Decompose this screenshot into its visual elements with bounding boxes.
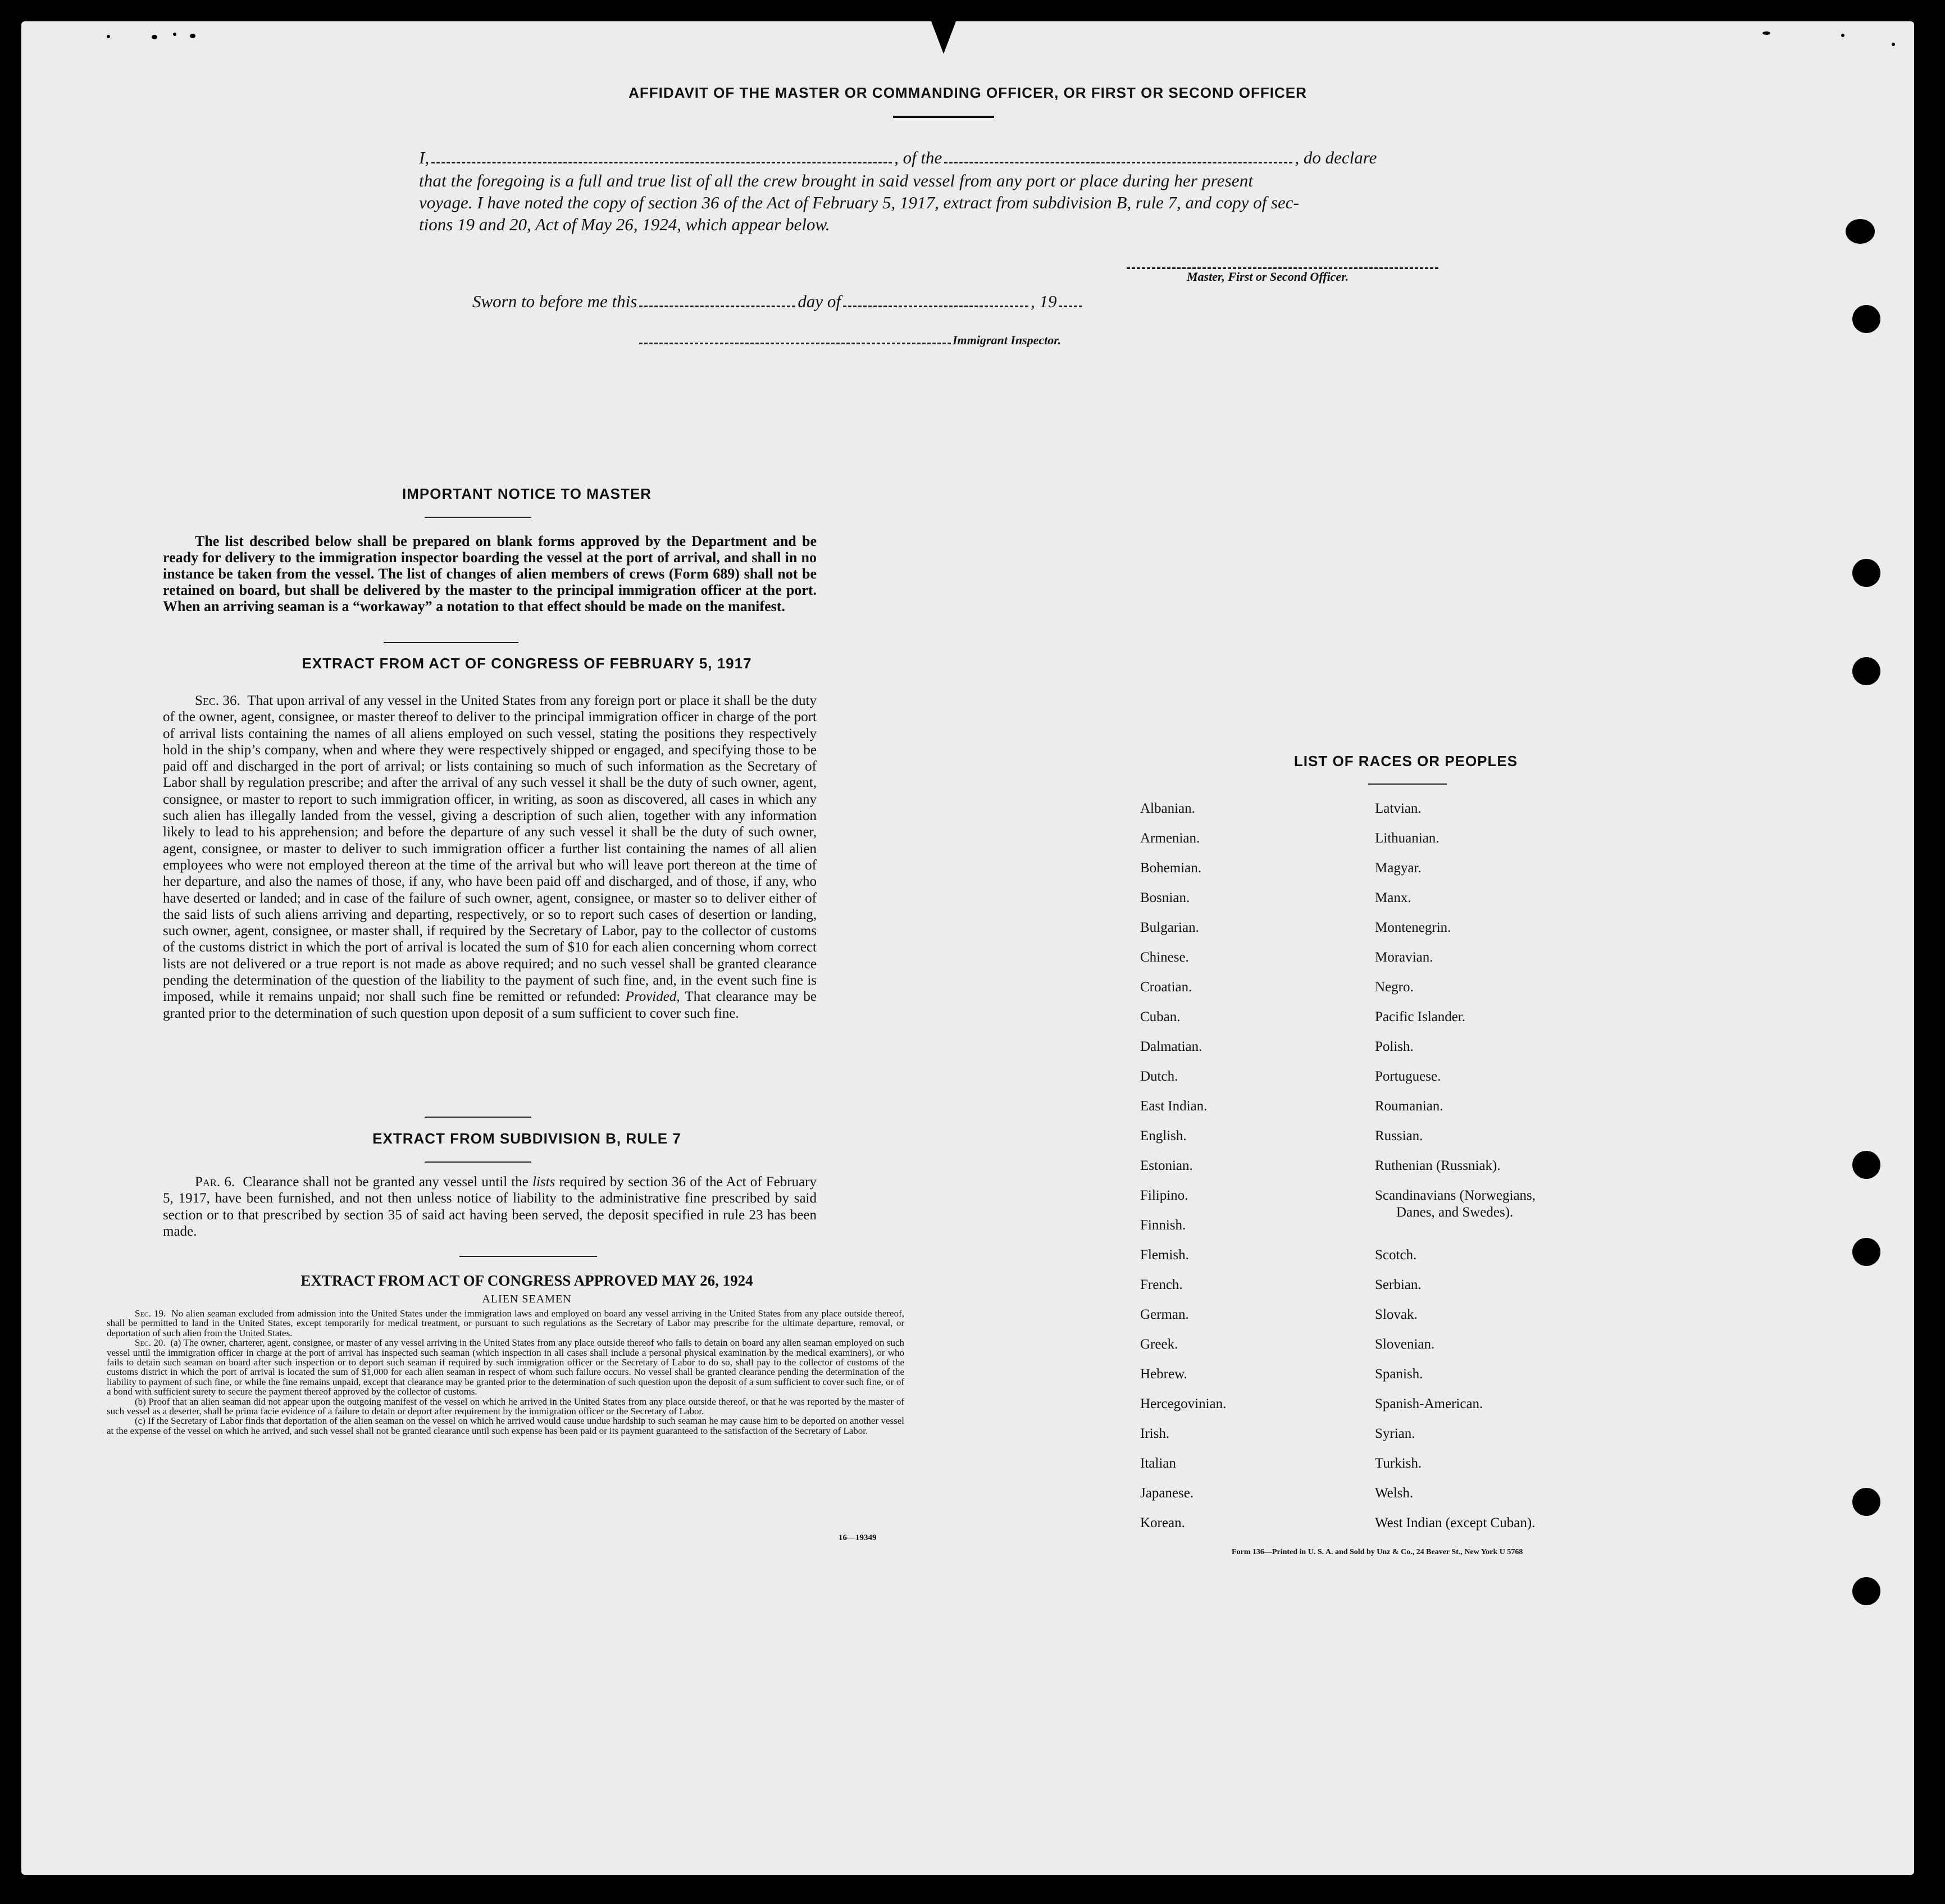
sec-20a-text: (a) The owner, charterer, agent, consignee, or master of any vessel arriving in the United States from any place outside thereof who fails to detain on board any alien seaman employed on such vessel until the immigration officer in charge at the port of arrival has inspected such seaman (which inspection in all cases shall include a personal physical examination by the medical examiners), or who fails to detain such seaman on board after such inspection or to deport such seaman if required by such immigration officer or the Secretary of Labor to do so, shall pay to the collector of customs of the customs district in which the port of arrival is located the sum of $1,000 for each alien seaman in respect of whom such failure occurs. No vessel shall be granted clearance pending the determination of the liability to payment of such fine, or while the fine remains unpaid, except that clearance may be granted prior to the determination of such question upon the deposit of a sum sufficient to cover such fine, or of a bond with sufficient surety to secure the payment thereof approved by the collector of customs. xyxy=(107,1337,905,1397)
i-label: I, xyxy=(419,148,430,167)
race-item: Spanish. xyxy=(1375,1366,1423,1382)
scan-speck xyxy=(173,33,176,36)
scan-speck xyxy=(107,35,110,38)
race-item: Korean. xyxy=(1140,1515,1185,1531)
race-item: Slovak. xyxy=(1375,1307,1418,1322)
sec-19-text: No alien seaman excluded from admission into the United States under the immigration laws and employed on board any vessel arriving in the United States from any place outside thereof, shall be permitted to land in the United States, except temporarily for medical treatment, or pursuant to such regulations as the Secretary of Labor may prescribe for the ultimate departure, removal, or deportation of such alien from the United States. xyxy=(107,1308,905,1338)
race-item: Roumanian. xyxy=(1375,1099,1443,1114)
race-item: Magyar. xyxy=(1375,860,1422,876)
punch-hole xyxy=(1852,1577,1880,1605)
race-item: Scotch. xyxy=(1375,1247,1417,1263)
races-title: LIST OF RACES OR PEOPLES xyxy=(1293,753,1518,769)
sec-20a-paragraph xyxy=(107,1338,904,1396)
race-item: Lithuanian. xyxy=(1375,831,1440,846)
year-label: , 19 xyxy=(1030,291,1057,311)
race-item: East Indian. xyxy=(1140,1099,1208,1114)
sworn-month-blank[interactable] xyxy=(843,306,1028,307)
act-1924-title: EXTRACT FROM ACT OF CONGRESS APPROVED MAY 26, 1924 xyxy=(300,1272,753,1289)
race-item: Cuban. xyxy=(1140,1009,1181,1024)
sworn-label: Sworn to before me this xyxy=(472,291,637,311)
extract-1917-title: EXTRACT FROM ACT OF CONGRESS OF FEBRUARY 5, 1917 xyxy=(302,655,752,672)
sec-20-label: Sec. 20. xyxy=(135,1337,166,1349)
rule7-text xyxy=(163,1174,817,1240)
rule7-text-a: Clearance shall not be granted any vessel until the xyxy=(243,1174,529,1190)
race-item: Moravian. xyxy=(1375,950,1433,965)
race-item: Scandinavians (Norwegians, xyxy=(1375,1188,1536,1203)
scan-speck xyxy=(1762,31,1770,35)
race-item: English. xyxy=(1140,1128,1187,1144)
punch-hole xyxy=(1852,1488,1880,1516)
sworn-year-blank[interactable] xyxy=(1059,306,1082,307)
race-item: Bohemian. xyxy=(1140,860,1202,876)
race-item: Chinese. xyxy=(1140,950,1189,965)
race-item: Dutch. xyxy=(1140,1069,1178,1084)
name-blank[interactable] xyxy=(431,162,892,163)
notice-title: IMPORTANT NOTICE TO MASTER xyxy=(402,485,652,502)
race-item: West Indian (except Cuban). xyxy=(1375,1515,1536,1531)
punch-hole xyxy=(1852,305,1880,333)
divider-1 xyxy=(384,642,518,643)
race-item: Greek. xyxy=(1140,1337,1178,1352)
scan-speck xyxy=(1892,43,1895,46)
punch-hole xyxy=(1846,219,1875,244)
race-item: Italian xyxy=(1140,1456,1176,1471)
race-item: Russian. xyxy=(1375,1128,1423,1144)
sec-19-label: Sec. 19. xyxy=(135,1308,166,1319)
race-item: Negro. xyxy=(1375,980,1414,995)
races-underline xyxy=(1368,784,1447,785)
sec-19-paragraph xyxy=(107,1309,904,1338)
race-item: Polish. xyxy=(1375,1039,1414,1054)
punch-hole xyxy=(1852,1151,1880,1179)
day-of-label: day of xyxy=(798,291,841,311)
race-item: Croatian. xyxy=(1140,980,1192,995)
scan-speck xyxy=(152,35,157,39)
race-item: French. xyxy=(1140,1277,1183,1292)
race-item: Flemish. xyxy=(1140,1247,1189,1263)
sec-36-label: Sec. 36. xyxy=(195,693,240,708)
inspector-caption: Immigrant Inspector. xyxy=(953,333,1062,347)
race-item: Montenegrin. xyxy=(1375,920,1451,935)
race-item: Japanese. xyxy=(1140,1486,1194,1501)
rule7-underline xyxy=(425,1161,531,1163)
document-page xyxy=(21,21,1914,1875)
race-item: Latvian. xyxy=(1375,801,1422,816)
notice-underline xyxy=(425,517,531,518)
race-item: Armenian. xyxy=(1140,831,1200,846)
act-1924-subtitle: ALIEN SEAMEN xyxy=(482,1293,572,1305)
scan-notch xyxy=(931,21,956,54)
affidavit-line-4: tions 19 and 20, Act of May 26, 1924, which appear below. xyxy=(419,215,830,234)
scan-speck xyxy=(190,34,195,38)
rule7-title: EXTRACT FROM SUBDIVISION B, RULE 7 xyxy=(372,1130,681,1147)
race-item: Serbian. xyxy=(1375,1277,1422,1292)
inspector-signature-line[interactable] xyxy=(639,343,951,344)
race-item: Manx. xyxy=(1375,890,1411,905)
divider-2 xyxy=(425,1117,531,1118)
race-item: Irish. xyxy=(1140,1426,1170,1441)
race-item: Dalmatian. xyxy=(1140,1039,1202,1054)
race-item: German. xyxy=(1140,1307,1189,1322)
rule7-text-b: required by section 36 of the Act of February 5, 1917, have been furnished, and not then unless notice of liability to the administrative fine prescribed by said section or to that prescribed by section 35 of said act having been served, the deposit specified in rule 23 has been made. xyxy=(163,1174,817,1239)
race-item: Hercegovinian. xyxy=(1140,1396,1227,1411)
sworn-day-blank[interactable] xyxy=(639,306,795,307)
of-the-label: , of the xyxy=(894,148,942,167)
race-item: Finnish. xyxy=(1140,1218,1186,1233)
title-underline xyxy=(893,116,994,118)
race-item: Syrian. xyxy=(1375,1426,1415,1441)
affidavit-title: AFFIDAVIT OF THE MASTER OR COMMANDING OFFICER, OR FIRST OR SECOND OFFICER xyxy=(628,84,1307,101)
punch-hole xyxy=(1852,657,1880,685)
sworn-line xyxy=(472,290,1085,313)
par-6-label: Par. 6. xyxy=(195,1174,235,1190)
scan-speck xyxy=(1841,34,1844,37)
race-item: Filipino. xyxy=(1140,1188,1188,1203)
punch-hole xyxy=(1852,559,1880,587)
sec-36-end: That clearance may be granted prior to the determination of such question upon deposit of a sum sufficient to cover such fine. xyxy=(163,989,817,1021)
race-item: Hebrew. xyxy=(1140,1366,1187,1382)
divider-3 xyxy=(459,1256,597,1257)
race-item: Slovenian. xyxy=(1375,1337,1435,1352)
race-item: Portuguese. xyxy=(1375,1069,1441,1084)
vessel-blank[interactable] xyxy=(944,162,1292,163)
extract-1917-text xyxy=(163,693,817,1022)
master-signature-line[interactable] xyxy=(1127,267,1438,269)
notice-text: The list described below shall be prepared on blank forms approved by the Department and be ready for delivery to the immigration inspector boarding the vessel at the port of arrival, and shall in no instance be taken from the vessel. The list of changes of alien members of crews (Form 689) shall not be retained on board, but shall be delivered by the master to the principal immigration officer at the port. When an arriving seaman is a “workaway” a notation to that effect should be made on the manifest. xyxy=(163,533,817,614)
race-item: Estonian. xyxy=(1140,1158,1193,1173)
declare-label: , do declare xyxy=(1295,148,1377,167)
race-item: Turkish. xyxy=(1375,1456,1422,1471)
race-item: Ruthenian (Russniak). xyxy=(1375,1158,1501,1173)
lists-word: lists xyxy=(532,1174,555,1190)
race-item: Spanish-American. xyxy=(1375,1396,1483,1411)
sec-20c-paragraph: (c) If the Secretary of Labor finds that deportation of the alien seaman on the vessel on which he arrived would cause undue hardship to such seaman he may cause him to be deported on another vessel at the expense of the vessel on which he arrived, and such vessel shall not be granted clearance until such expense has been paid or its payment guaranteed to the satisfaction of the Secretary of Labor. xyxy=(107,1415,904,1436)
sec-20b-paragraph: (b) Proof that an alien seaman did not appear upon the outgoing manifest of the vessel on which he arrived in the United States from any place outside thereof, or that he was reported by the master of such vessel as a deserter, shall be prima facie evidence of a failure to detain or deport after requirement by the immigration officer or the Secretary of Labor. xyxy=(107,1396,904,1417)
race-item: Pacific Islander. xyxy=(1375,1009,1466,1024)
affidavit-line-3: voyage. I have noted the copy of section 36 of the Act of February 5, 1917, extract from subdivision B, rule 7, and copy of sec- xyxy=(419,193,1299,212)
race-item: Danes, and Swedes). xyxy=(1396,1205,1514,1220)
master-signature-caption: Master, First or Second Officer. xyxy=(1187,270,1349,284)
race-item: Bosnian. xyxy=(1140,890,1190,905)
print-code: 16—19349 xyxy=(839,1533,877,1542)
sec-36-body: That upon arrival of any vessel in the United States from any foreign port or place it shall be the duty of the owner, agent, consignee, or master thereof to deliver to the principal immigration officer in charge of the port of arrival lists containing the names of all aliens employed on such vessel, stating the positions they respectively hold in the ship’s company, when and where they were respectively shipped or engaged, and specifying those to be paid off and discharged in the port of arrival; or lists containing so much of such information as the Secretary of Labor shall by regulation prescribe; and after the arrival of any such vessel it shall be the duty of such owner, agent, consignee, or master to report to such immigration officer, in writing, as soon as discovered, all cases in which any such alien has illegally landed from the vessel, giving a description of such alien, together with any information likely to lead to his apprehension; and before the departure of any such vessel it shall be the duty of such owner, agent, consignee, or master to deliver to such immigration officer a further list containing the names of all alien employees who were not employed thereon at the time of the arrival but who will leave port thereon at the time of her departure, and also the names of those, if any, who have been paid off and discharged, and of those, if any, who have deserted or landed; and in case of the failure of such owner, agent, consignee, or master so to deliver either of the said lists of such aliens arriving and departing, respectively, or so to report such cases of desertion or landing, such owner, agent, consignee, or master shall, if required by the Secretary of Labor, pay to the collector of customs of the customs district in which the port of arrival is located the sum of $10 for each alien concerning whom correct lists are not delivered or a true report is not made as above required; and no such vessel shall be granted clearance pending the determination of the question of the liability to the payment of such fine, and, in the event such fine is imposed, while it remains unpaid; nor shall such fine be remitted or refunded: xyxy=(163,693,817,1005)
affidavit-line-2: that the foregoing is a full and true list of all the crew brought in said vessel from any port or place during her present xyxy=(419,171,1254,190)
punch-hole xyxy=(1852,1238,1880,1266)
act-1924-body xyxy=(107,1309,904,1436)
race-item: Welsh. xyxy=(1375,1486,1414,1501)
form-note: Form 136—Printed in U. S. A. and Sold by Unz & Co., 24 Beaver St., New York U 5768 xyxy=(1232,1548,1523,1556)
affidavit-line-1 xyxy=(419,146,1492,169)
provided-label: Provided, xyxy=(625,989,680,1005)
race-item: Albanian. xyxy=(1140,801,1195,816)
race-item: Bulgarian. xyxy=(1140,920,1199,935)
